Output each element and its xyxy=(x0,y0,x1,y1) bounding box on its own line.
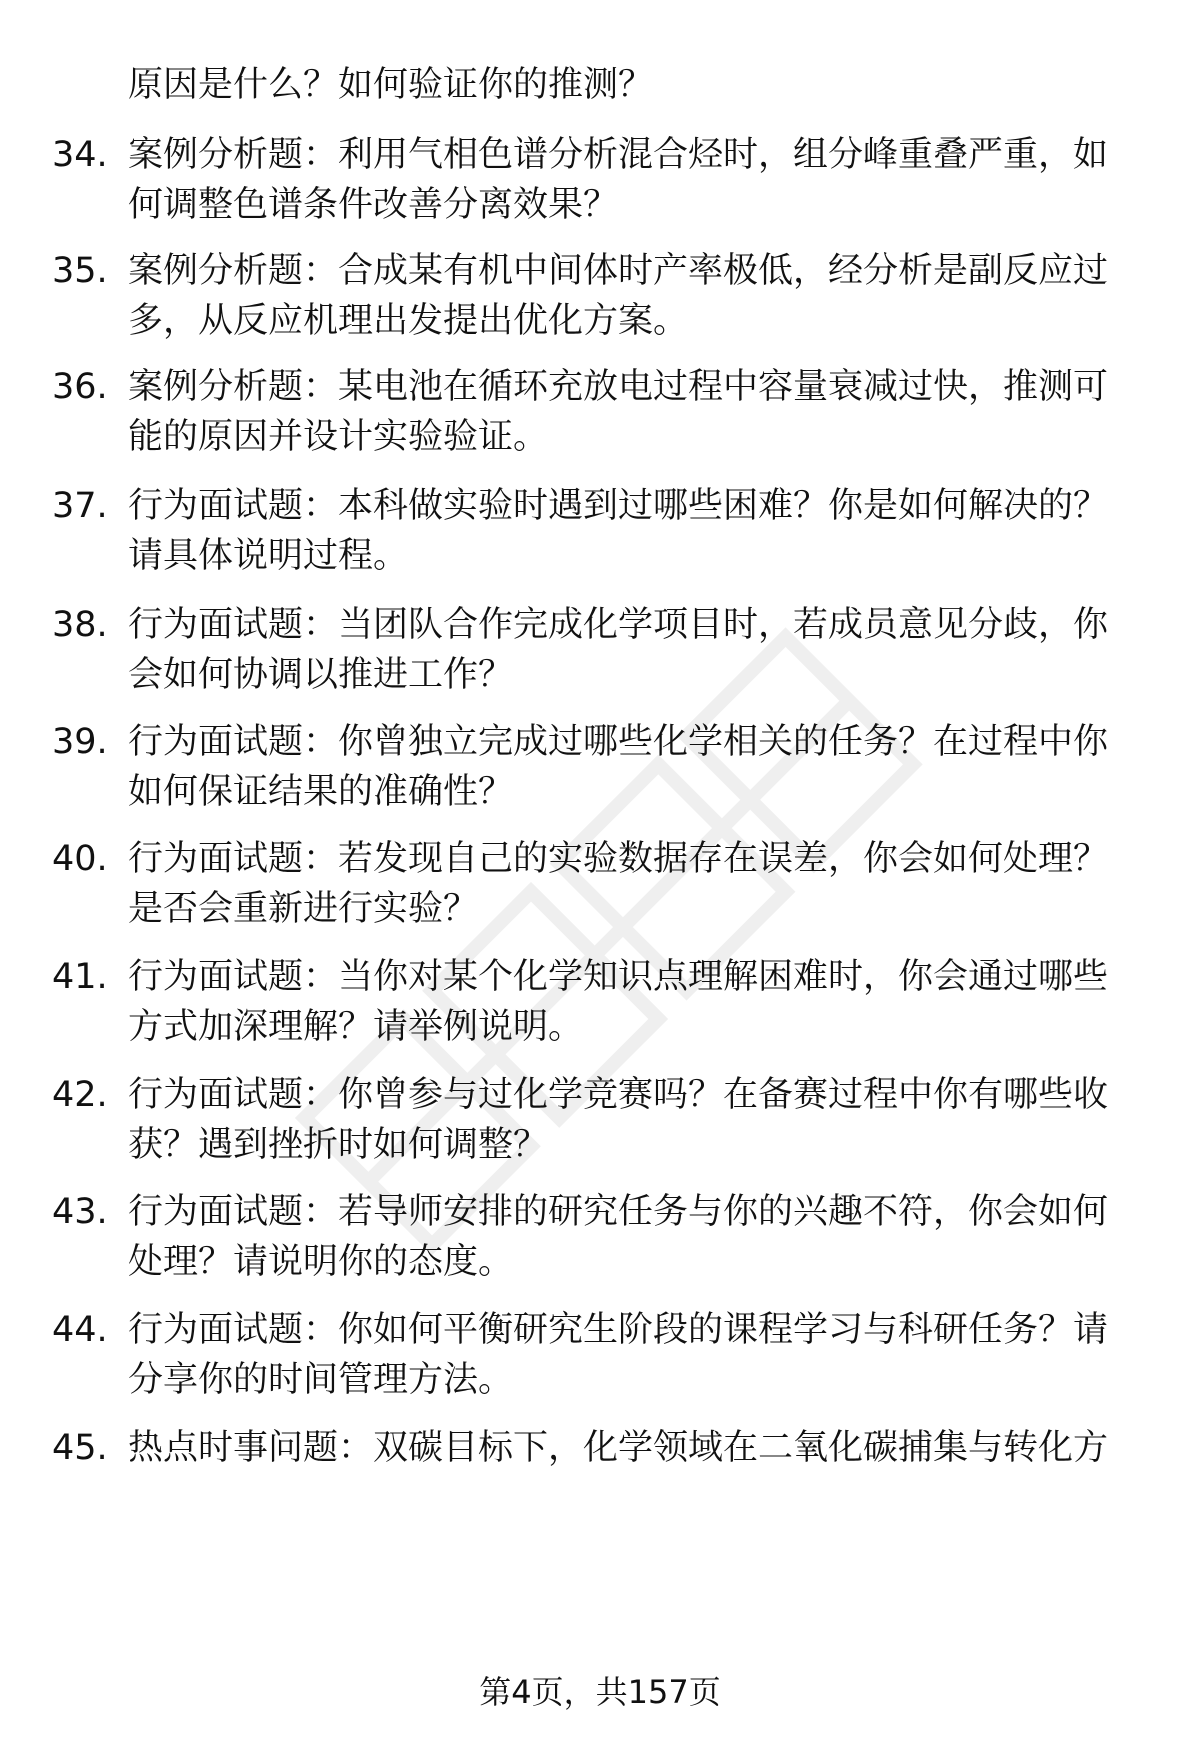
item-number: 41. xyxy=(52,957,108,997)
item-text: 行为面试题：本科做实验时遇到过哪些困难？你是如何解决的？请具体说明过程。 xyxy=(128,486,1109,576)
item-number: 44. xyxy=(52,1310,108,1350)
continued-text: 原因是什么？如何验证你的推测？ xyxy=(128,65,654,105)
item-text: 案例分析题：利用气相色谱分析混合烃时，组分峰重叠严重，如何调整色谱条件改善分离效果？ xyxy=(128,135,1109,225)
item-number: 37. xyxy=(52,486,108,526)
item-text: 案例分析题：合成某有机中间体时产率极低，经分析是副反应过多，从反应机理出发提出优化方案。 xyxy=(128,251,1109,341)
item-text: 案例分析题：某电池在循环充放电过程中容量衰减过快，推测可能的原因并设计实验验证。 xyxy=(128,367,1109,457)
item-text: 行为面试题：当团队合作完成化学项目时，若成员意见分歧，你会如何协调以推进工作？ xyxy=(128,605,1109,695)
item-text: 行为面试题：你曾参与过化学竞赛吗？在备赛过程中你有哪些收获？遇到挫折时如何调整？ xyxy=(128,1075,1109,1165)
item-number: 42. xyxy=(52,1075,108,1115)
item-number: 38. xyxy=(52,605,108,645)
item-text: 行为面试题：你曾独立完成过哪些化学相关的任务？在过程中你如何保证结果的准确性？ xyxy=(128,722,1109,812)
item-number: 34. xyxy=(52,135,108,175)
item-number: 45. xyxy=(52,1428,108,1468)
item-text: 行为面试题：当你对某个化学知识点理解困难时，你会通过哪些方式加深理解？请举例说明。 xyxy=(128,957,1109,1047)
item-number: 43. xyxy=(52,1192,108,1232)
item-text: 行为面试题：若发现自己的实验数据存在误差，你会如何处理？是否会重新进行实验？ xyxy=(128,839,1109,929)
item-text: 行为面试题：你如何平衡研究生阶段的课程学习与科研任务？请分享你的时间管理方法。 xyxy=(128,1310,1109,1400)
item-number: 39. xyxy=(52,722,108,762)
item-text: 热点时事问题：双碳目标下，化学领域在二氧化碳捕集与转化方 xyxy=(128,1428,1109,1468)
item-number: 40. xyxy=(52,839,108,879)
item-number: 35. xyxy=(52,251,108,291)
item-number: 36. xyxy=(52,367,108,407)
item-text: 行为面试题：若导师安排的研究任务与你的兴趣不符，你会如何处理？请说明你的态度。 xyxy=(128,1192,1109,1282)
page-number-footer: 第4页，共157页 xyxy=(479,1673,721,1711)
